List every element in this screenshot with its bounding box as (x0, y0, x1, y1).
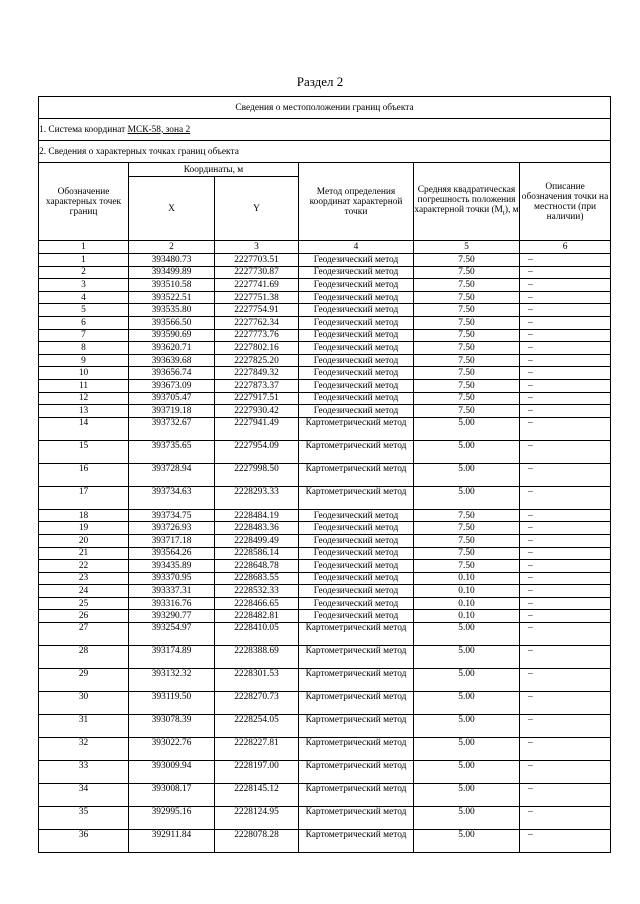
error-cell: 5.00 (414, 738, 520, 761)
x-coordinate: 393735.65 (129, 440, 215, 463)
x-coordinate: 393734.63 (129, 486, 215, 509)
table-row (39, 534, 611, 547)
description-cell: – (520, 291, 611, 304)
description-cell: – (520, 354, 611, 367)
column-number: 6 (520, 241, 611, 254)
description-cell: – (520, 761, 611, 784)
error-cell: 0.10 (414, 585, 520, 598)
x-coordinate: 393510.58 (129, 279, 215, 292)
header-description: Описание обозначения точки на местности (при наличии) (520, 163, 611, 241)
error-cell: 5.00 (414, 646, 520, 669)
method-cell: Картометрический метод (299, 646, 414, 669)
coord-system (39, 119, 611, 141)
y-coordinate: 2227751.38 (215, 291, 299, 304)
y-coordinate: 2227773.76 (215, 329, 299, 342)
description-cell: – (520, 417, 611, 440)
x-coordinate: 393132.32 (129, 669, 215, 692)
error-cell: 7.50 (414, 279, 520, 292)
y-coordinate: 2227730.87 (215, 266, 299, 279)
method-cell: Геодезический метод (299, 304, 414, 317)
error-cell: 7.50 (414, 304, 520, 317)
method-cell: Геодезический метод (299, 597, 414, 610)
point-number: 16 (39, 463, 129, 486)
y-coordinate: 2228483.36 (215, 522, 299, 535)
method-cell: Геодезический метод (299, 547, 414, 560)
point-number: 1 (39, 254, 129, 267)
x-coordinate: 393639.68 (129, 354, 215, 367)
error-cell: 5.00 (414, 807, 520, 830)
method-cell: Картометрический метод (299, 830, 414, 853)
table-row (39, 669, 611, 692)
error-cell: 0.10 (414, 597, 520, 610)
error-cell: 7.50 (414, 534, 520, 547)
point-number: 2 (39, 266, 129, 279)
x-coordinate: 393566.50 (129, 316, 215, 329)
header-x: X (129, 177, 215, 241)
method-cell: Картометрический метод (299, 417, 414, 440)
x-coordinate: 393499.89 (129, 266, 215, 279)
description-cell: – (520, 392, 611, 405)
boundary-points-table (38, 96, 611, 853)
description-cell: – (520, 316, 611, 329)
error-cell: 7.50 (414, 354, 520, 367)
table-row (39, 738, 611, 761)
point-number: 36 (39, 830, 129, 853)
table-row (39, 266, 611, 279)
error-cell: 7.50 (414, 342, 520, 355)
error-cell: 7.50 (414, 560, 520, 573)
y-coordinate: 2228254.05 (215, 715, 299, 738)
y-coordinate: 2227825.20 (215, 354, 299, 367)
description-cell: – (520, 266, 611, 279)
x-coordinate: 393174.89 (129, 646, 215, 669)
error-cell: 7.50 (414, 379, 520, 392)
method-cell: Картометрический метод (299, 692, 414, 715)
table-row (39, 304, 611, 317)
description-cell: – (520, 329, 611, 342)
x-coordinate: 393564.26 (129, 547, 215, 560)
method-cell: Картометрический метод (299, 486, 414, 509)
y-coordinate: 2227802.16 (215, 342, 299, 355)
x-coordinate: 393732.67 (129, 417, 215, 440)
description-cell: – (520, 830, 611, 853)
description-cell: – (520, 463, 611, 486)
point-number: 3 (39, 279, 129, 292)
table-row (39, 342, 611, 355)
description-cell: – (520, 669, 611, 692)
table-row (39, 440, 611, 463)
table-row (39, 379, 611, 392)
point-number: 31 (39, 715, 129, 738)
points-heading: 2. Сведения о характерных точках границ объекта (39, 141, 611, 163)
description-cell: – (520, 534, 611, 547)
column-number: 2 (129, 241, 215, 254)
x-coordinate: 393734.75 (129, 509, 215, 522)
point-number: 33 (39, 761, 129, 784)
error-cell: 5.00 (414, 692, 520, 715)
x-coordinate: 393435.89 (129, 560, 215, 573)
point-number: 30 (39, 692, 129, 715)
y-coordinate: 2227954.09 (215, 440, 299, 463)
column-numbers-row (39, 241, 611, 254)
point-number: 13 (39, 405, 129, 418)
table-row (39, 807, 611, 830)
error-cell: 7.50 (414, 522, 520, 535)
y-coordinate: 2228388.69 (215, 646, 299, 669)
point-number: 9 (39, 354, 129, 367)
point-number: 32 (39, 738, 129, 761)
table-row (39, 392, 611, 405)
y-coordinate: 2228293.33 (215, 486, 299, 509)
header-method: Метод определения координат характерной точки (299, 163, 414, 241)
method-cell: Геодезический метод (299, 585, 414, 598)
description-cell: – (520, 597, 611, 610)
point-number: 6 (39, 316, 129, 329)
header-row-1 (39, 163, 611, 177)
column-number: 1 (39, 241, 129, 254)
table-row (39, 560, 611, 573)
method-cell: Картометрический метод (299, 738, 414, 761)
method-cell: Геодезический метод (299, 291, 414, 304)
description-cell: – (520, 623, 611, 646)
y-coordinate: 2228078.28 (215, 830, 299, 853)
x-coordinate: 393673.09 (129, 379, 215, 392)
y-coordinate: 2228124.95 (215, 807, 299, 830)
x-coordinate: 393726.93 (129, 522, 215, 535)
table-row (39, 291, 611, 304)
method-cell: Геодезический метод (299, 405, 414, 418)
table-row (39, 463, 611, 486)
point-number: 20 (39, 534, 129, 547)
method-cell: Картометрический метод (299, 669, 414, 692)
table-row (39, 623, 611, 646)
table-row (39, 279, 611, 292)
description-cell: – (520, 610, 611, 623)
column-number: 4 (299, 241, 414, 254)
table-row (39, 509, 611, 522)
x-coordinate: 393254.97 (129, 623, 215, 646)
x-coordinate: 393590.69 (129, 329, 215, 342)
point-number: 35 (39, 807, 129, 830)
error-cell: 7.50 (414, 291, 520, 304)
x-coordinate: 393316.76 (129, 597, 215, 610)
description-cell: – (520, 279, 611, 292)
header-y: Y (215, 177, 299, 241)
table-title-row (39, 97, 611, 119)
column-number: 5 (414, 241, 520, 254)
x-coordinate: 393022.76 (129, 738, 215, 761)
table-row (39, 646, 611, 669)
error-cell: 7.50 (414, 405, 520, 418)
point-number: 34 (39, 784, 129, 807)
table-row (39, 367, 611, 380)
error-cell: 5.00 (414, 715, 520, 738)
coord-system-prefix: 1. Система координат (39, 124, 126, 135)
table-row (39, 597, 611, 610)
point-number: 12 (39, 392, 129, 405)
x-coordinate: 393719.18 (129, 405, 215, 418)
description-cell: – (520, 738, 611, 761)
error-cell: 7.50 (414, 266, 520, 279)
table-row (39, 715, 611, 738)
method-cell: Картометрический метод (299, 623, 414, 646)
x-coordinate: 393620.71 (129, 342, 215, 355)
y-coordinate: 2227873.37 (215, 379, 299, 392)
error-cell: 5.00 (414, 623, 520, 646)
y-coordinate: 2227998.50 (215, 463, 299, 486)
x-coordinate: 393535.80 (129, 304, 215, 317)
point-number: 21 (39, 547, 129, 560)
method-cell: Геодезический метод (299, 266, 414, 279)
header-error: Средняя квадратическая погрешность положения характерной точки $(M_t)$, м (414, 163, 520, 241)
method-cell: Геодезический метод (299, 367, 414, 380)
table-row (39, 830, 611, 853)
description-cell: – (520, 784, 611, 807)
point-number: 24 (39, 585, 129, 598)
description-cell: – (520, 509, 611, 522)
description-cell: – (520, 304, 611, 317)
table-row (39, 522, 611, 535)
point-number: 14 (39, 417, 129, 440)
x-coordinate: 393522.51 (129, 291, 215, 304)
table-row (39, 572, 611, 585)
description-cell: – (520, 646, 611, 669)
y-coordinate: 2228227.81 (215, 738, 299, 761)
method-cell: Геодезический метод (299, 329, 414, 342)
y-coordinate: 2228270.73 (215, 692, 299, 715)
table-row (39, 692, 611, 715)
error-cell: 0.10 (414, 610, 520, 623)
y-coordinate: 2228482.81 (215, 610, 299, 623)
description-cell: – (520, 486, 611, 509)
description-cell: – (520, 342, 611, 355)
description-cell: – (520, 585, 611, 598)
point-number: 19 (39, 522, 129, 535)
method-cell: Картометрический метод (299, 761, 414, 784)
table-row (39, 316, 611, 329)
error-cell: 7.50 (414, 367, 520, 380)
method-cell: Геодезический метод (299, 342, 414, 355)
y-coordinate: 2227741.69 (215, 279, 299, 292)
x-coordinate: 393290.77 (129, 610, 215, 623)
method-cell: Геодезический метод (299, 254, 414, 267)
table-row (39, 547, 611, 560)
description-cell: – (520, 405, 611, 418)
table-row (39, 405, 611, 418)
method-cell: Геодезический метод (299, 610, 414, 623)
description-cell: – (520, 440, 611, 463)
header-coordinates: Координаты, м (129, 163, 299, 177)
point-number: 8 (39, 342, 129, 355)
method-cell: Картометрический метод (299, 715, 414, 738)
point-number: 29 (39, 669, 129, 692)
error-cell: 7.50 (414, 547, 520, 560)
method-cell: Картометрический метод (299, 440, 414, 463)
table-row (39, 761, 611, 784)
x-coordinate: 392995.16 (129, 807, 215, 830)
method-cell: Геодезический метод (299, 354, 414, 367)
method-cell: Геодезический метод (299, 316, 414, 329)
x-coordinate: 393480.73 (129, 254, 215, 267)
x-coordinate: 393009.94 (129, 761, 215, 784)
error-cell: 5.00 (414, 830, 520, 853)
point-number: 18 (39, 509, 129, 522)
table-row (39, 417, 611, 440)
error-cell: 7.50 (414, 329, 520, 342)
y-coordinate: 2227754.91 (215, 304, 299, 317)
y-coordinate: 2228301.53 (215, 669, 299, 692)
table-title: Сведения о местоположении границ объекта (39, 97, 611, 119)
coord-system-row (39, 119, 611, 141)
point-number: 27 (39, 623, 129, 646)
table-row (39, 354, 611, 367)
x-coordinate: 393705.47 (129, 392, 215, 405)
error-cell: 5.00 (414, 417, 520, 440)
points-heading-row (39, 141, 611, 163)
method-cell: Геодезический метод (299, 534, 414, 547)
column-number: 3 (215, 241, 299, 254)
y-coordinate: 2228683.55 (215, 572, 299, 585)
method-cell: Геодезический метод (299, 572, 414, 585)
error-cell: 7.50 (414, 316, 520, 329)
point-number: 17 (39, 486, 129, 509)
point-number: 5 (39, 304, 129, 317)
x-coordinate: 393728.94 (129, 463, 215, 486)
x-coordinate: 393717.18 (129, 534, 215, 547)
error-cell: 5.00 (414, 761, 520, 784)
y-coordinate: 2228197.00 (215, 761, 299, 784)
error-cell: 7.50 (414, 254, 520, 267)
section-title: Раздел 2 (296, 74, 344, 89)
error-cell: 7.50 (414, 392, 520, 405)
point-number: 11 (39, 379, 129, 392)
point-number: 28 (39, 646, 129, 669)
description-cell: – (520, 807, 611, 830)
y-coordinate: 2228484.19 (215, 509, 299, 522)
y-coordinate: 2227703.51 (215, 254, 299, 267)
error-cell: 5.00 (414, 669, 520, 692)
error-cell: 7.50 (414, 509, 520, 522)
header-designation: Обозначение характерных точек границ (39, 163, 129, 241)
y-coordinate: 2227941.49 (215, 417, 299, 440)
y-coordinate: 2228532.33 (215, 585, 299, 598)
description-cell: – (520, 572, 611, 585)
point-number: 15 (39, 440, 129, 463)
method-cell: Картометрический метод (299, 807, 414, 830)
y-coordinate: 2228648.78 (215, 560, 299, 573)
error-cell: 5.00 (414, 463, 520, 486)
description-cell: – (520, 254, 611, 267)
error-cell: 5.00 (414, 486, 520, 509)
description-cell: – (520, 367, 611, 380)
method-cell: Геодезический метод (299, 392, 414, 405)
table-row (39, 486, 611, 509)
table-row (39, 329, 611, 342)
method-cell: Геодезический метод (299, 522, 414, 535)
method-cell: Геодезический метод (299, 509, 414, 522)
method-cell: Геодезический метод (299, 279, 414, 292)
y-coordinate: 2227762.34 (215, 316, 299, 329)
table-row (39, 784, 611, 807)
error-cell: 0.10 (414, 572, 520, 585)
y-coordinate: 2228145.12 (215, 784, 299, 807)
point-number: 10 (39, 367, 129, 380)
x-coordinate: 393370.95 (129, 572, 215, 585)
method-cell: Геодезический метод (299, 379, 414, 392)
x-coordinate: 393337.31 (129, 585, 215, 598)
point-number: 4 (39, 291, 129, 304)
y-coordinate: 2227917.51 (215, 392, 299, 405)
point-number: 25 (39, 597, 129, 610)
description-cell: – (520, 692, 611, 715)
x-coordinate: 393656.74 (129, 367, 215, 380)
point-number: 23 (39, 572, 129, 585)
description-cell: – (520, 379, 611, 392)
y-coordinate: 2228410.05 (215, 623, 299, 646)
y-coordinate: 2228586.14 (215, 547, 299, 560)
table-row (39, 610, 611, 623)
x-coordinate: 393119.50 (129, 692, 215, 715)
x-coordinate: 393008.17 (129, 784, 215, 807)
x-coordinate: 392911.84 (129, 830, 215, 853)
point-number: 22 (39, 560, 129, 573)
y-coordinate: 2227930.42 (215, 405, 299, 418)
y-coordinate: 2228466.65 (215, 597, 299, 610)
y-coordinate: 2227849.32 (215, 367, 299, 380)
description-cell: – (520, 715, 611, 738)
error-cell: 5.00 (414, 440, 520, 463)
coord-system-value: МСК-58, зона 2 (127, 124, 191, 135)
table-row (39, 585, 611, 598)
error-cell: 5.00 (414, 784, 520, 807)
description-cell: – (520, 560, 611, 573)
point-number: 7 (39, 329, 129, 342)
method-cell: Картометрический метод (299, 463, 414, 486)
method-cell: Картометрический метод (299, 784, 414, 807)
description-cell: – (520, 547, 611, 560)
y-coordinate: 2228499.49 (215, 534, 299, 547)
description-cell: – (520, 522, 611, 535)
x-coordinate: 393078.39 (129, 715, 215, 738)
method-cell: Геодезический метод (299, 560, 414, 573)
point-number: 26 (39, 610, 129, 623)
table-row (39, 254, 611, 267)
